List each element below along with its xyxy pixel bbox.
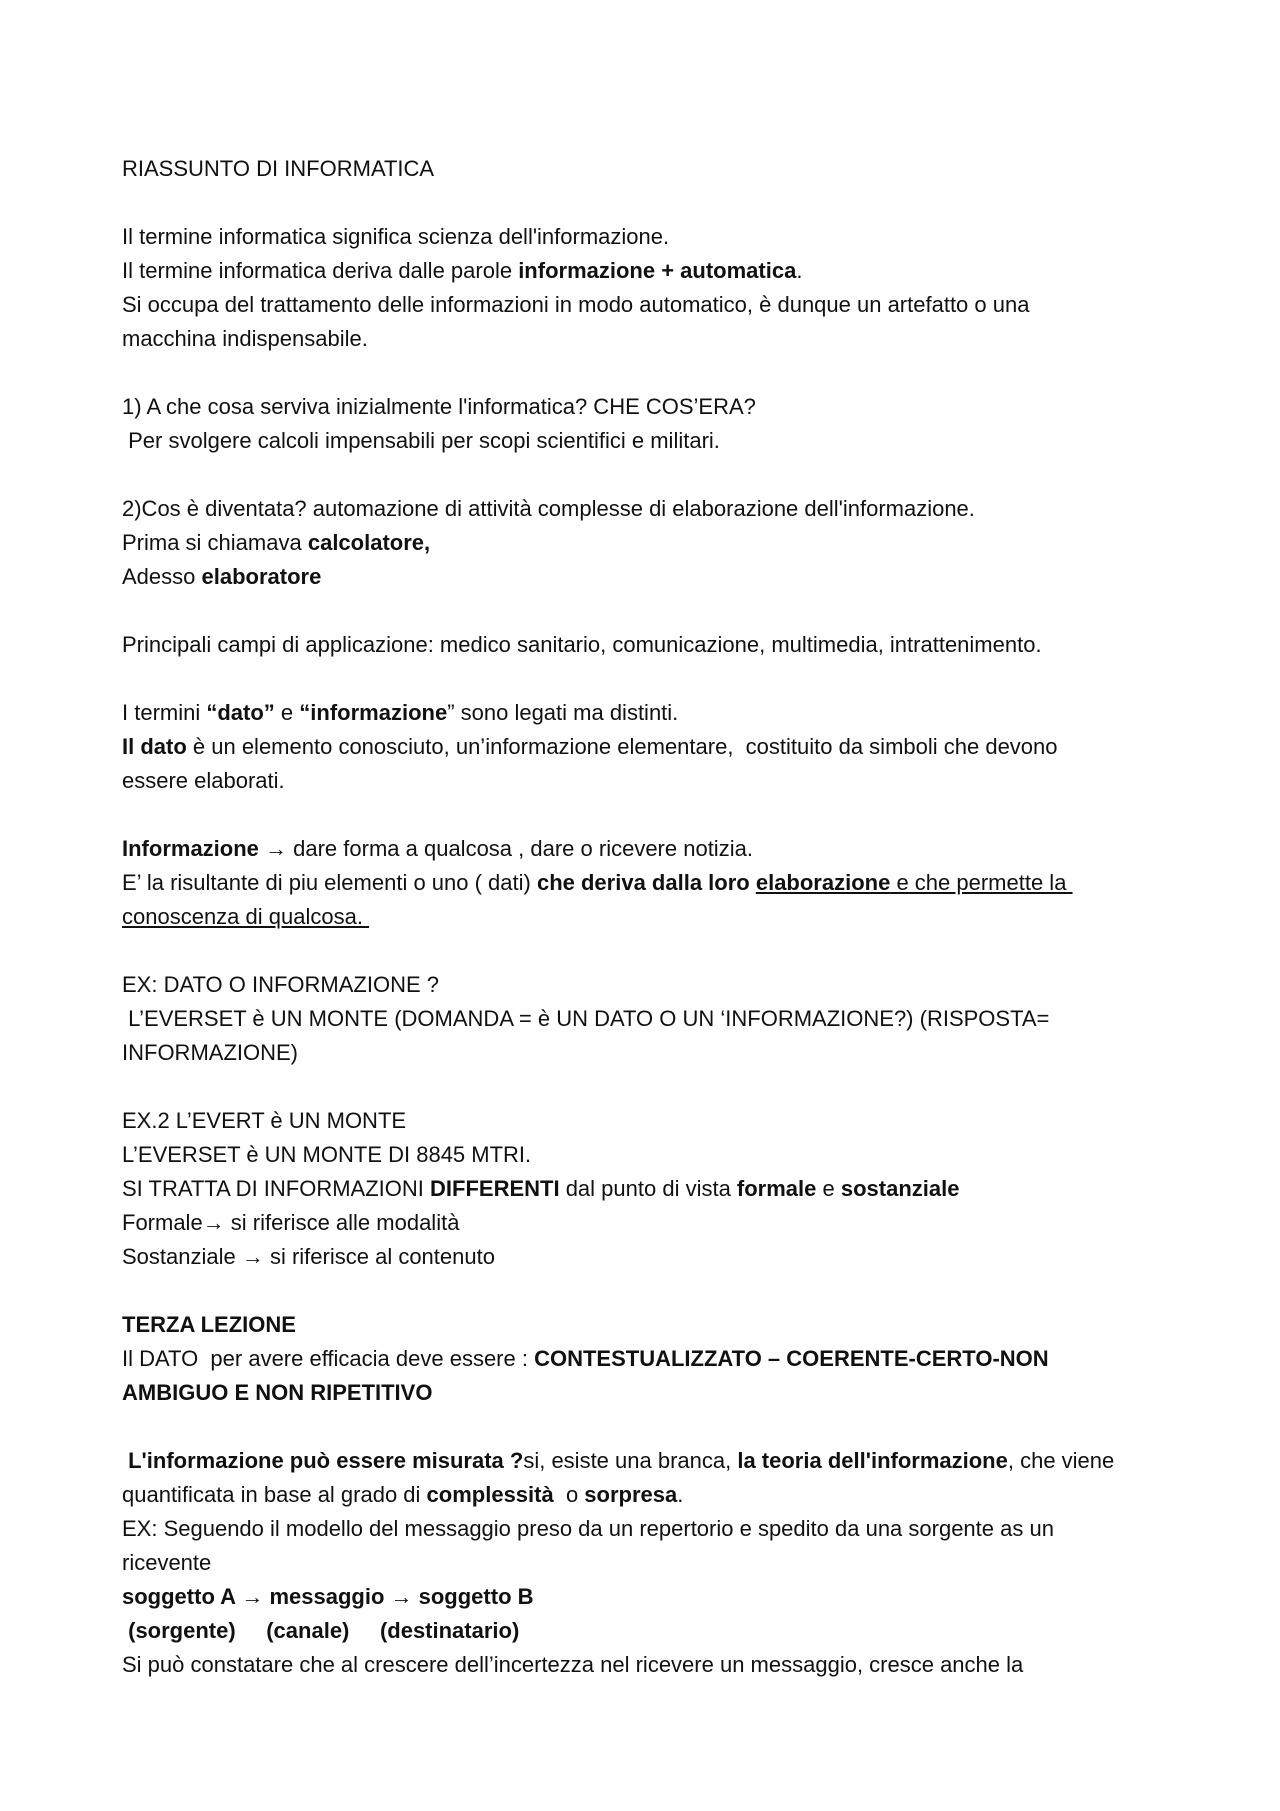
section-heading: TERZA LEZIONE xyxy=(122,1312,296,1337)
example-1-line: L’EVERSET è UN MONTE (DOMANDA = è UN DATO O UN ‘INFORMAZIONE?) (RISPOSTA= xyxy=(122,1006,1050,1031)
question-2: 2)Cos è diventata? automazione di attività complesse di elaborazione dell'informazione. xyxy=(122,496,975,521)
paragraph-line: Adesso elaboratore xyxy=(122,564,322,589)
communication-roles: (sorgente) (canale) (destinatario) xyxy=(122,1618,520,1643)
paragraph-line: Prima si chiamava calcolatore, xyxy=(122,530,431,555)
example-2-line: L’EVERSET è UN MONTE DI 8845 MTRI. xyxy=(122,1142,532,1167)
communication-model: soggetto A → messaggio → soggetto B xyxy=(122,1584,534,1609)
paragraph-line: Il termine informatica significa scienza dell'informazione. xyxy=(122,224,670,249)
paragraph-line: EX: Seguendo il modello del messaggio preso da un repertorio e spedito da una sorgente as un xyxy=(122,1516,1054,1541)
paragraph-line: L'informazione può essere misurata ?si, esiste una branca, la teoria dell'informazione, che viene xyxy=(122,1448,1115,1473)
document-title: RIASSUNTO DI INFORMATICA xyxy=(122,156,435,181)
paragraph-line: Informazione → dare forma a qualcosa , dare o ricevere notizia. xyxy=(122,836,753,861)
paragraph-line: Si può constatare che al crescere dell’incertezza nel ricevere un messaggio, cresce anche la xyxy=(122,1652,1024,1677)
paragraph-line: quantificata in base al grado di complessità o sorpresa. xyxy=(122,1482,684,1507)
example-2-line: SI TRATTA DI INFORMAZIONI DIFFERENTI dal punto di vista formale e sostanziale xyxy=(122,1176,960,1201)
example-1-line: EX: DATO O INFORMAZIONE ? xyxy=(122,972,440,997)
paragraph-line: macchina indispensabile. xyxy=(122,326,368,351)
answer-1: Per svolgere calcoli impensabili per scopi scientifici e militari. xyxy=(122,428,720,453)
example-2-line: EX.2 L’EVERT è UN MONTE xyxy=(122,1108,407,1133)
paragraph-line: AMBIGUO E NON RIPETITIVO xyxy=(122,1380,433,1405)
paragraph-line: Il termine informatica deriva dalle parole informazione + automatica. xyxy=(122,258,803,283)
example-2-line: Formale→ si riferisce alle modalità xyxy=(122,1210,460,1235)
paragraph-line: Il dato è un elemento conosciuto, un’informazione elementare, costituito da simboli che devono xyxy=(122,734,1058,759)
paragraph-line: Il DATO per avere efficacia deve essere : CONTESTUALIZZATO – COERENTE-CERTO-NON xyxy=(122,1346,1049,1371)
application-fields: Principali campi di applicazione: medico sanitario, comunicazione, multimedia, intrattenimento. xyxy=(122,632,1042,657)
paragraph-line: ricevente xyxy=(122,1550,212,1575)
example-2-line: Sostanziale → si riferisce al contenuto xyxy=(122,1244,495,1269)
paragraph-line: conoscenza di qualcosa. xyxy=(122,904,370,929)
paragraph-line: Si occupa del trattamento delle informazioni in modo automatico, è dunque un artefatto o una xyxy=(122,292,1030,317)
question-1: 1) A che cosa serviva inizialmente l'informatica? CHE COS’ERA? xyxy=(122,394,756,419)
paragraph-line: I termini “dato” e “informazione” sono legati ma distinti. xyxy=(122,700,679,725)
example-1-line: INFORMAZIONE) xyxy=(122,1040,298,1065)
paragraph-line: E’ la risultante di piu elementi o uno ( dati) che deriva dalla loro elaborazione e che permette la xyxy=(122,870,1073,895)
paragraph-line: essere elaborati. xyxy=(122,768,285,793)
